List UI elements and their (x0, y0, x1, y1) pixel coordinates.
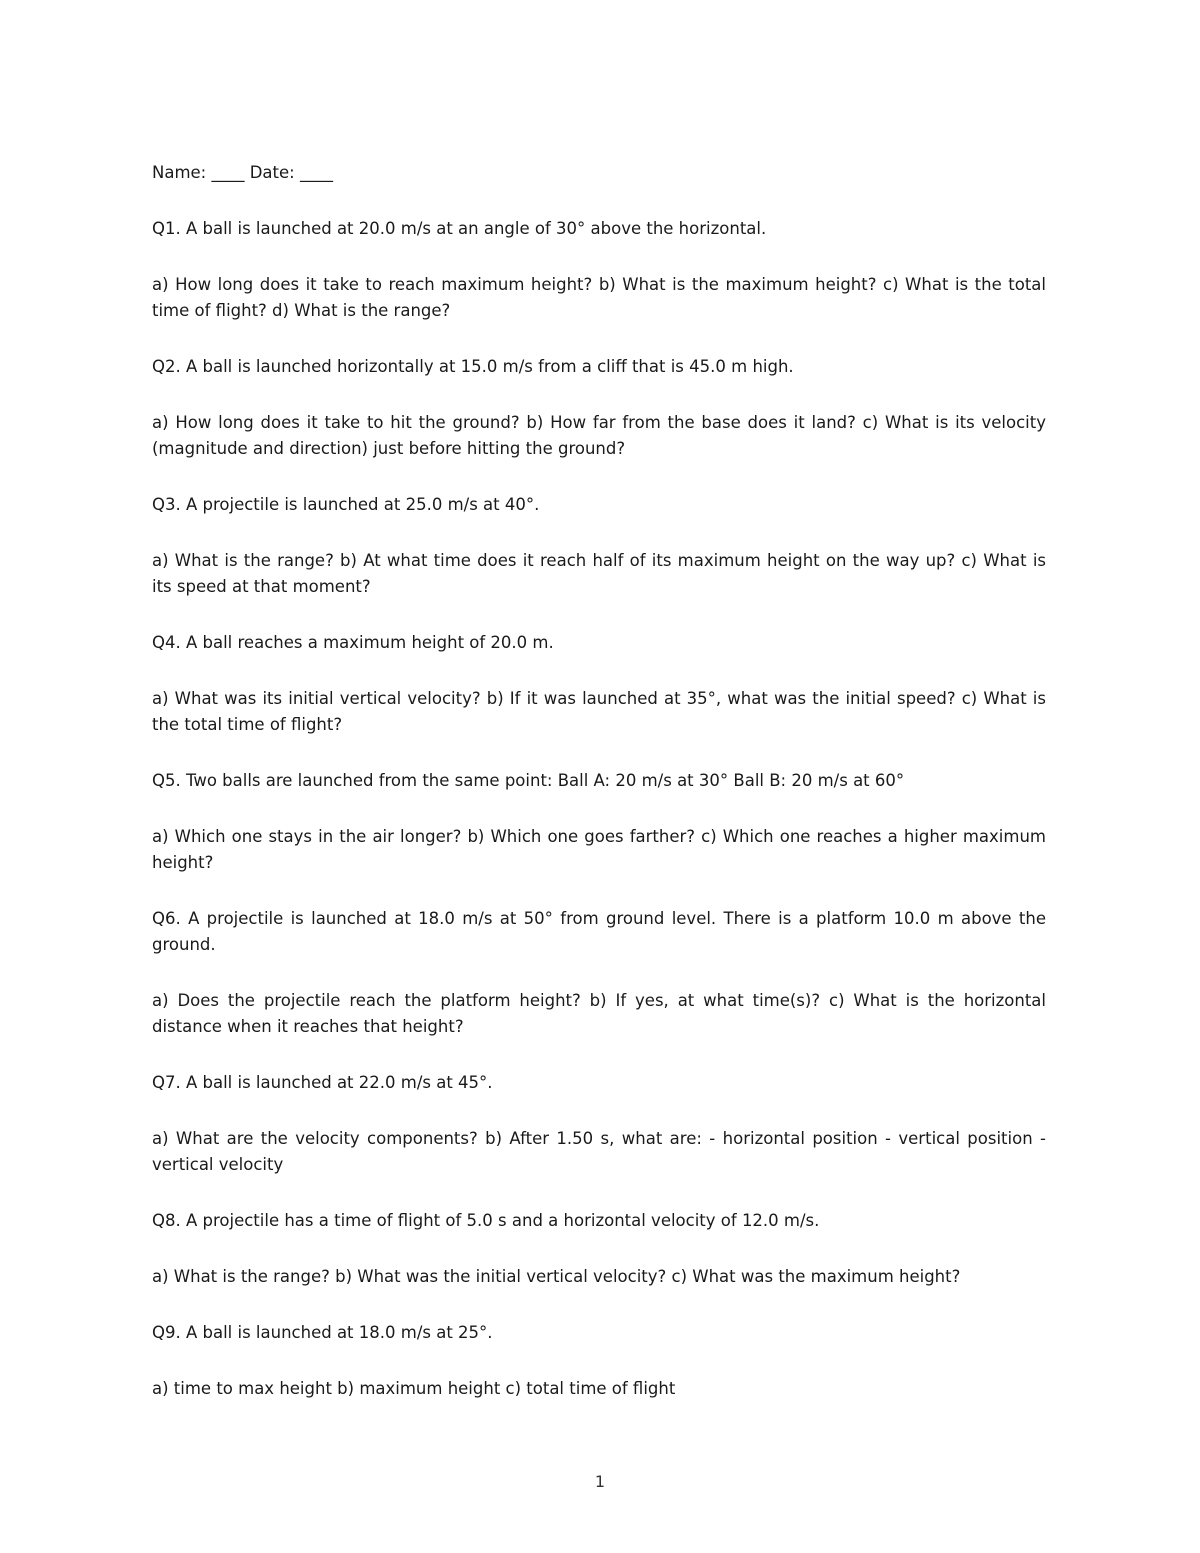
question-9-parts: a) time to max height b) maximum height c) total time of flight (152, 1379, 676, 1398)
name-date-line: Name: ____ Date: ____ (152, 163, 333, 182)
question-8-prompt: Q8. A projectile has a time of flight of 5.0 s and a horizontal velocity of 12.0 m/s. (152, 1211, 820, 1230)
question-2-parts: a) How long does it take to hit the ground? b) How far from the base does it land? c) What is its velocity (magnitude and direction) just before hitting the ground? (152, 413, 1046, 458)
question-3-parts: a) What is the range? b) At what time does it reach half of its maximum height on the way up? c) What is its speed at that moment? (152, 551, 1046, 596)
question-6-parts: a) Does the projectile reach the platform height? b) If yes, at what time(s)? c) What is the horizontal distance when it reaches that height? (152, 991, 1046, 1036)
question-5-parts: a) Which one stays in the air longer? b) Which one goes farther? c) Which one reaches a higher maximum height? (152, 827, 1046, 872)
question-7-prompt: Q7. A ball is launched at 22.0 m/s at 45°. (152, 1073, 493, 1092)
question-2-prompt: Q2. A ball is launched horizontally at 15.0 m/s from a cliff that is 45.0 m high. (152, 357, 794, 376)
question-9-prompt: Q9. A ball is launched at 18.0 m/s at 25°. (152, 1323, 493, 1342)
question-3-prompt: Q3. A projectile is launched at 25.0 m/s at 40°. (152, 495, 540, 514)
question-4-parts: a) What was its initial vertical velocity? b) If it was launched at 35°, what was the initial speed? c) What is the total time of flight? (152, 689, 1046, 734)
question-4-prompt: Q4. A ball reaches a maximum height of 20.0 m. (152, 633, 554, 652)
worksheet-page (152, 160, 1046, 1432)
question-1-parts: a) How long does it take to reach maximum height? b) What is the maximum height? c) What is the total time of flight? d) What is the range? (152, 275, 1046, 320)
question-5-prompt: Q5. Two balls are launched from the same point: Ball A: 20 m/s at 30° Ball B: 20 m/s at 60° (152, 771, 905, 790)
question-1-prompt: Q1. A ball is launched at 20.0 m/s at an angle of 30° above the horizontal. (152, 219, 767, 238)
question-8-parts: a) What is the range? b) What was the initial vertical velocity? c) What was the maximum height? (152, 1267, 961, 1286)
question-6-prompt: Q6. A projectile is launched at 18.0 m/s at 50° from ground level. There is a platform 10.0 m above the ground. (152, 909, 1046, 954)
page-number: 1 (594, 1472, 606, 1491)
question-7-parts: a) What are the velocity components? b) After 1.50 s, what are: - horizontal position - vertical position - vertical velocity (152, 1129, 1046, 1174)
